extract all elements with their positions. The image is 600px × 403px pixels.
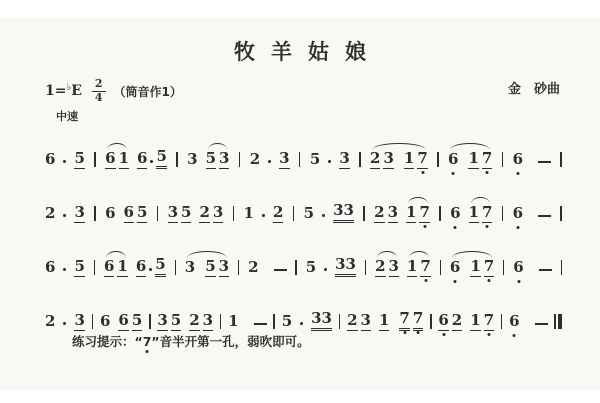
augmentation-dot [63, 214, 66, 217]
dash-note [538, 215, 551, 217]
note: 6 [135, 257, 147, 275]
note: 6 [513, 152, 523, 169]
note: 3 [167, 203, 179, 221]
key-signature [45, 78, 182, 104]
note: 6 [45, 150, 56, 168]
note-group [531, 206, 551, 223]
note-group [333, 194, 354, 223]
barline [293, 206, 294, 221]
slur-group [375, 250, 399, 277]
barline [238, 260, 239, 275]
final-bar-thick [558, 314, 562, 329]
note-group [244, 197, 254, 223]
note-group [74, 142, 84, 169]
note: 3 [279, 149, 290, 167]
practice-note-suffix: ”音半开第一孔，弱吹即可。 [151, 334, 310, 349]
note-group [374, 196, 398, 223]
note-group [199, 196, 223, 223]
note-group [528, 314, 548, 331]
low-seven-note [143, 334, 152, 349]
measure [45, 142, 85, 169]
composer-credit: 金 砂曲 [507, 82, 560, 97]
note: 7 [484, 259, 494, 277]
note-group [279, 142, 289, 169]
note: 5 [156, 149, 166, 169]
barline [295, 260, 296, 275]
measure [248, 251, 286, 277]
barline [339, 314, 340, 329]
dash-note [254, 323, 267, 325]
measure [374, 196, 430, 223]
barline [560, 152, 561, 167]
barline [501, 314, 502, 329]
note: 2 [199, 203, 210, 221]
note: 5 [74, 257, 85, 275]
barline [502, 206, 503, 221]
note: 7 [484, 313, 494, 331]
augmentation-dot [150, 160, 153, 163]
barline [175, 260, 176, 275]
dash-note [274, 269, 287, 271]
note: 2 [248, 258, 259, 276]
note: 2 [374, 203, 385, 221]
barline [92, 314, 93, 329]
note: 6 [99, 312, 111, 330]
note-group [63, 151, 66, 169]
note: 5 [181, 203, 192, 221]
note-group [273, 196, 283, 223]
note: 2 [272, 203, 284, 221]
score-header [45, 78, 560, 104]
barline [503, 260, 504, 275]
note-group [118, 304, 142, 331]
note: 33 [311, 311, 332, 331]
note: 2 [45, 204, 56, 222]
note-group [328, 151, 331, 169]
note: 33 [335, 257, 356, 277]
measure [105, 196, 147, 223]
music-line-2 [45, 178, 562, 232]
note: 1 [468, 203, 479, 221]
slur-group [105, 142, 129, 169]
measure [228, 305, 266, 331]
note: 6 [448, 152, 458, 169]
note-group [63, 259, 66, 277]
barline [437, 152, 438, 167]
barline [440, 260, 441, 275]
fingering-note: （筒音作1） [113, 84, 182, 99]
low-octave-dot [487, 333, 490, 336]
note-group [339, 142, 349, 169]
low-octave-dot [146, 350, 149, 353]
note: 7 [417, 151, 427, 169]
barline [176, 152, 177, 167]
measure [45, 250, 85, 277]
measure [370, 142, 428, 169]
note: 2 [45, 312, 56, 330]
measure [513, 251, 551, 277]
note-group [157, 304, 181, 331]
measure [282, 302, 332, 331]
slur-group [469, 196, 493, 223]
note: 6 [438, 313, 448, 331]
note: 5 [205, 257, 216, 275]
augmentation-dot [262, 214, 265, 217]
low-seven-digit: 7 [142, 334, 152, 349]
note: 6 [513, 260, 523, 277]
low-octave-dot [452, 172, 455, 175]
note: 6 [123, 203, 134, 221]
note: 6 [105, 149, 116, 167]
note: 6 [509, 314, 519, 331]
note: 3 [388, 257, 399, 275]
time-signature [92, 78, 106, 104]
measure [450, 196, 492, 223]
barline [561, 260, 562, 275]
measure [250, 142, 290, 169]
measure [310, 142, 350, 169]
barline [363, 206, 364, 221]
note-group [187, 143, 197, 169]
note: 6 [450, 260, 460, 277]
meter-denominator: 4 [94, 90, 103, 104]
barline [430, 314, 431, 329]
low-octave-dot [423, 225, 426, 228]
note: 7 [413, 311, 423, 331]
note: 3 [383, 149, 394, 167]
practice-note [72, 332, 310, 350]
note: 7 [399, 311, 409, 331]
flat-icon: ♭ [66, 81, 72, 93]
barline [94, 206, 95, 221]
key-prefix: 1= [45, 83, 67, 100]
barline [94, 260, 95, 275]
note: 3 [74, 311, 85, 329]
barline [502, 152, 503, 167]
measure [450, 250, 494, 277]
note: 6 [105, 204, 116, 222]
note-group [268, 151, 271, 169]
note-group [45, 197, 55, 223]
barline [299, 152, 300, 167]
measure [513, 143, 551, 169]
meter-numerator: 2 [92, 78, 106, 92]
note-group [513, 197, 523, 223]
note: 5 [309, 150, 321, 168]
measure [168, 196, 224, 223]
note-group [379, 302, 423, 331]
barline [439, 206, 440, 221]
note-group [306, 251, 316, 277]
note: 3 [218, 257, 230, 275]
low-octave-dot [421, 171, 424, 174]
note: 1 [406, 257, 418, 275]
measure [513, 197, 551, 223]
note-group [168, 196, 192, 223]
note-group [513, 143, 523, 169]
note: 6 [137, 149, 148, 167]
note-group [300, 313, 303, 331]
dash-note [535, 323, 548, 325]
music-line-1 [45, 124, 562, 178]
note: 2 [347, 311, 358, 329]
note-group [250, 143, 260, 169]
note: 5 [131, 311, 143, 329]
barline [157, 206, 158, 221]
note-group [137, 140, 167, 169]
note: 3 [202, 311, 214, 329]
note: 7 [420, 259, 430, 277]
measure [375, 250, 431, 277]
note: 7 [482, 205, 492, 223]
low-octave-dot [486, 225, 489, 228]
note: 6 [103, 257, 115, 275]
low-octave-dot [417, 331, 420, 334]
measure [104, 248, 166, 277]
page-title: 牧羊姑娘 [234, 39, 382, 64]
note: 6 [513, 206, 523, 223]
note: 1 [228, 312, 239, 330]
note-group [513, 251, 523, 277]
note: 5 [205, 149, 217, 167]
note-group [63, 205, 66, 223]
note: 1 [470, 311, 481, 329]
note: 5 [170, 311, 182, 329]
page-margin-bottom [0, 390, 600, 403]
note-group [322, 205, 325, 223]
low-octave-dot [454, 280, 457, 283]
note-group [45, 251, 55, 277]
low-octave-dot [442, 333, 445, 336]
note: 3 [219, 149, 230, 167]
note-group [262, 205, 265, 223]
measure [304, 194, 354, 223]
low-octave-dot [454, 226, 457, 229]
note-group [136, 248, 166, 277]
measure [509, 305, 547, 331]
note: 2 [249, 150, 261, 168]
key-letter: E [71, 83, 82, 100]
note-group [532, 260, 552, 277]
note-group [74, 196, 84, 223]
note: 6 [450, 206, 460, 223]
note-group [247, 314, 267, 331]
barline [239, 152, 240, 167]
note-group [347, 304, 371, 331]
note: 3 [339, 149, 350, 167]
note-group [189, 304, 213, 331]
note-group [228, 305, 238, 331]
note: 3 [360, 311, 371, 329]
note-group [310, 143, 320, 169]
augmentation-dot [268, 160, 271, 163]
note: 33 [333, 203, 354, 223]
augmentation-dot [324, 268, 327, 271]
augmentation-dot [300, 322, 303, 325]
low-octave-dot [486, 171, 489, 174]
measure [105, 140, 167, 169]
measure [157, 304, 213, 331]
barline [273, 314, 274, 329]
note-group [248, 251, 258, 277]
dash-note [539, 269, 552, 271]
measure [185, 250, 229, 277]
note: 1 [243, 204, 254, 222]
slur-group [104, 250, 128, 277]
note: 1 [468, 149, 479, 167]
note: 5 [303, 204, 315, 222]
note-group [438, 304, 462, 331]
slur-group [450, 250, 494, 277]
note: 1 [118, 149, 130, 167]
augmentation-dot [63, 160, 66, 163]
low-octave-dot [517, 280, 520, 283]
note-group [45, 143, 55, 169]
note: 6 [118, 311, 129, 329]
note-group [531, 152, 551, 169]
slur-group [206, 142, 230, 169]
augmentation-dot [328, 160, 331, 163]
note-group [324, 259, 327, 277]
tempo-marking: 中速 [56, 110, 78, 123]
practice-note-prefix: 练习提示：“ [72, 334, 143, 349]
note: 2 [189, 311, 200, 329]
note: 2 [375, 257, 386, 275]
page-margin-top [0, 0, 600, 17]
low-octave-dot [424, 279, 427, 282]
note: 5 [136, 203, 148, 221]
measure [100, 304, 142, 331]
note: 3 [184, 258, 196, 276]
note: 5 [74, 149, 85, 167]
final-bar-thin [554, 314, 555, 329]
note-group [304, 197, 314, 223]
low-octave-dot [513, 334, 516, 337]
barline [149, 314, 150, 329]
low-octave-dot [488, 279, 491, 282]
note-group [282, 305, 292, 331]
note-group [100, 305, 110, 331]
note: 2 [451, 311, 463, 329]
note-group [509, 305, 519, 331]
note: 3 [387, 203, 399, 221]
note: 1 [117, 257, 128, 275]
note: 3 [187, 150, 198, 168]
note: 1 [378, 311, 390, 329]
note-group [450, 197, 460, 223]
note-group [74, 304, 84, 331]
music-line-3 [45, 232, 562, 286]
measure [244, 196, 284, 223]
measure [438, 304, 494, 331]
note: 7 [482, 151, 492, 169]
note-group [45, 305, 55, 331]
barline [560, 206, 561, 221]
measure [347, 302, 423, 331]
augmentation-dot [322, 214, 325, 217]
slur-group [448, 142, 492, 169]
note-group [105, 197, 115, 223]
note-group [267, 260, 287, 277]
note: 5 [155, 257, 165, 277]
note: 1 [470, 257, 481, 275]
note: 5 [305, 258, 317, 276]
low-octave-dot [516, 172, 519, 175]
measure [306, 248, 356, 277]
note: 6 [45, 258, 56, 276]
measure [448, 142, 492, 169]
note: 7 [419, 205, 429, 223]
note-group [311, 302, 332, 331]
slur-group [407, 250, 431, 277]
dash-note [538, 161, 551, 163]
note: 3 [157, 311, 168, 329]
note-group [124, 196, 148, 223]
note: 1 [403, 149, 415, 167]
barline [233, 206, 234, 221]
note: 3 [74, 203, 85, 221]
final-barline [554, 314, 561, 329]
measure [187, 142, 229, 169]
augmentation-dot [149, 268, 152, 271]
note: 1 [406, 203, 417, 221]
augmentation-dot [63, 322, 66, 325]
note: 5 [281, 312, 293, 330]
music-lines [45, 124, 562, 340]
barline [365, 260, 366, 275]
note-group [335, 248, 356, 277]
slur-group [185, 250, 229, 277]
barline [220, 314, 221, 329]
note: 3 [212, 203, 224, 221]
barline [359, 152, 360, 167]
slur-group [370, 142, 428, 169]
note-group [63, 313, 66, 331]
measure [45, 196, 85, 223]
low-octave-dot [403, 331, 406, 334]
barline [94, 152, 95, 167]
slur-group [406, 196, 430, 223]
note: 2 [370, 149, 381, 167]
note-group [74, 250, 84, 277]
note-group [470, 304, 494, 331]
augmentation-dot [63, 268, 66, 271]
low-octave-dot [516, 226, 519, 229]
measure [45, 304, 85, 331]
